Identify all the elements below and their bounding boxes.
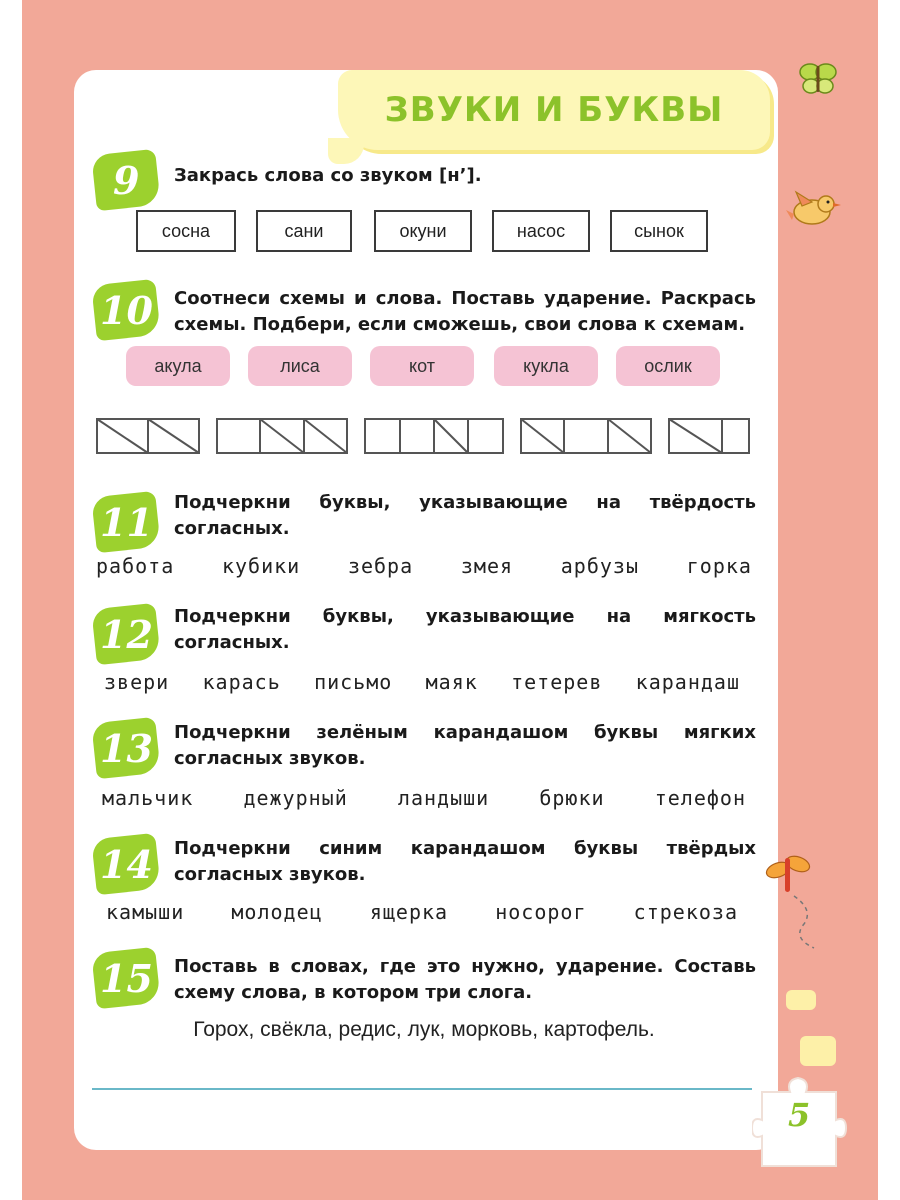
answer-line [92, 1088, 752, 1090]
word-pill[interactable]: кукла [494, 346, 598, 386]
word-item[interactable]: ландыши [397, 786, 490, 810]
word-item[interactable]: дежурный [243, 786, 348, 810]
task-number-badge: 10 [91, 279, 161, 341]
task-number-badge: 12 [91, 603, 161, 665]
task-instruction: Подчеркни зелёным карандашом буквы мягких согласных звуков. [174, 722, 756, 769]
task-instruction: Поставь в словах, где это нужно, ударение. Составь схему слова, в котором три слога. [174, 956, 756, 1003]
word-list [104, 670, 740, 694]
syllable-scheme[interactable] [96, 418, 200, 454]
syllable-scheme[interactable] [668, 418, 750, 454]
word-pill[interactable]: ослик [616, 346, 720, 386]
decor-square [800, 1036, 836, 1066]
word-item[interactable]: зебра [347, 554, 414, 578]
word-item[interactable]: змея [460, 554, 514, 578]
butterfly-icon [796, 56, 840, 100]
word-item[interactable]: звери [104, 670, 170, 694]
word-item[interactable]: молодец [231, 900, 323, 924]
word-item[interactable]: карась [202, 670, 281, 694]
word-box[interactable]: сосна [136, 210, 236, 252]
word-pill[interactable]: лиса [248, 346, 352, 386]
word-item[interactable]: работа [96, 554, 175, 578]
word-item[interactable]: горка [686, 554, 752, 578]
task-number-badge: 11 [91, 491, 161, 553]
decor-square [786, 990, 816, 1010]
word-pill[interactable]: кот [370, 346, 474, 386]
word-item[interactable]: носорог [495, 900, 587, 924]
word-pill[interactable]: акула [126, 346, 230, 386]
dragonfly-icon [764, 850, 824, 950]
word-box[interactable]: сынок [610, 210, 708, 252]
word-box[interactable]: сани [256, 210, 352, 252]
task-instruction: Закрась слова со звуком [н’]. [174, 165, 482, 186]
task-instruction: Подчеркни синим карандашом буквы твёрдых согласных звуков. [174, 838, 756, 885]
word-list [102, 786, 746, 810]
task-number-badge: 15 [91, 947, 161, 1009]
word-item[interactable]: маяк [425, 670, 478, 694]
word-box[interactable]: насос [492, 210, 590, 252]
word-item[interactable]: телефон [654, 786, 746, 810]
page-number: 5 [788, 1096, 811, 1134]
syllable-scheme[interactable] [364, 418, 504, 454]
word-item[interactable]: кубики [221, 554, 301, 578]
word-item[interactable]: письмо [314, 670, 393, 694]
word-item[interactable]: ящерка [369, 900, 449, 924]
task-instruction: Подчеркни буквы, указывающие на твёрдость согласных. [174, 492, 756, 539]
syllable-scheme[interactable] [216, 418, 348, 454]
word-sentence[interactable]: Горох, свёкла, редис, лук, морковь, картофель. [193, 1018, 655, 1041]
word-list [106, 900, 738, 924]
task-number-badge: 13 [91, 717, 161, 779]
page-title: ЗВУКИ И БУКВЫ [384, 90, 724, 130]
word-item[interactable]: брюки [539, 786, 605, 810]
word-list [96, 554, 752, 578]
word-item[interactable]: карандаш [635, 670, 740, 694]
title-banner [338, 70, 770, 150]
word-item[interactable]: камыши [106, 900, 185, 924]
syllable-scheme[interactable] [520, 418, 652, 454]
page-number-puzzle [752, 1074, 848, 1170]
word-box[interactable]: окуни [374, 210, 472, 252]
task-instruction: Подчеркни буквы, указывающие на мягкость согласных. [174, 606, 756, 653]
task-instruction: Соотнеси схемы и слова. Поставь ударение. Раскрась схемы. Подбери, если сможешь, свои слова к схемам. [174, 288, 756, 335]
task-number-badge: 14 [91, 833, 161, 895]
word-item[interactable]: тетерев [511, 670, 603, 694]
word-item[interactable]: стрекоза [633, 900, 738, 924]
word-item[interactable]: мальчик [102, 786, 194, 810]
task-number-badge: 9 [91, 149, 161, 211]
bird-icon [786, 186, 842, 230]
word-item[interactable]: арбузы [560, 554, 640, 578]
